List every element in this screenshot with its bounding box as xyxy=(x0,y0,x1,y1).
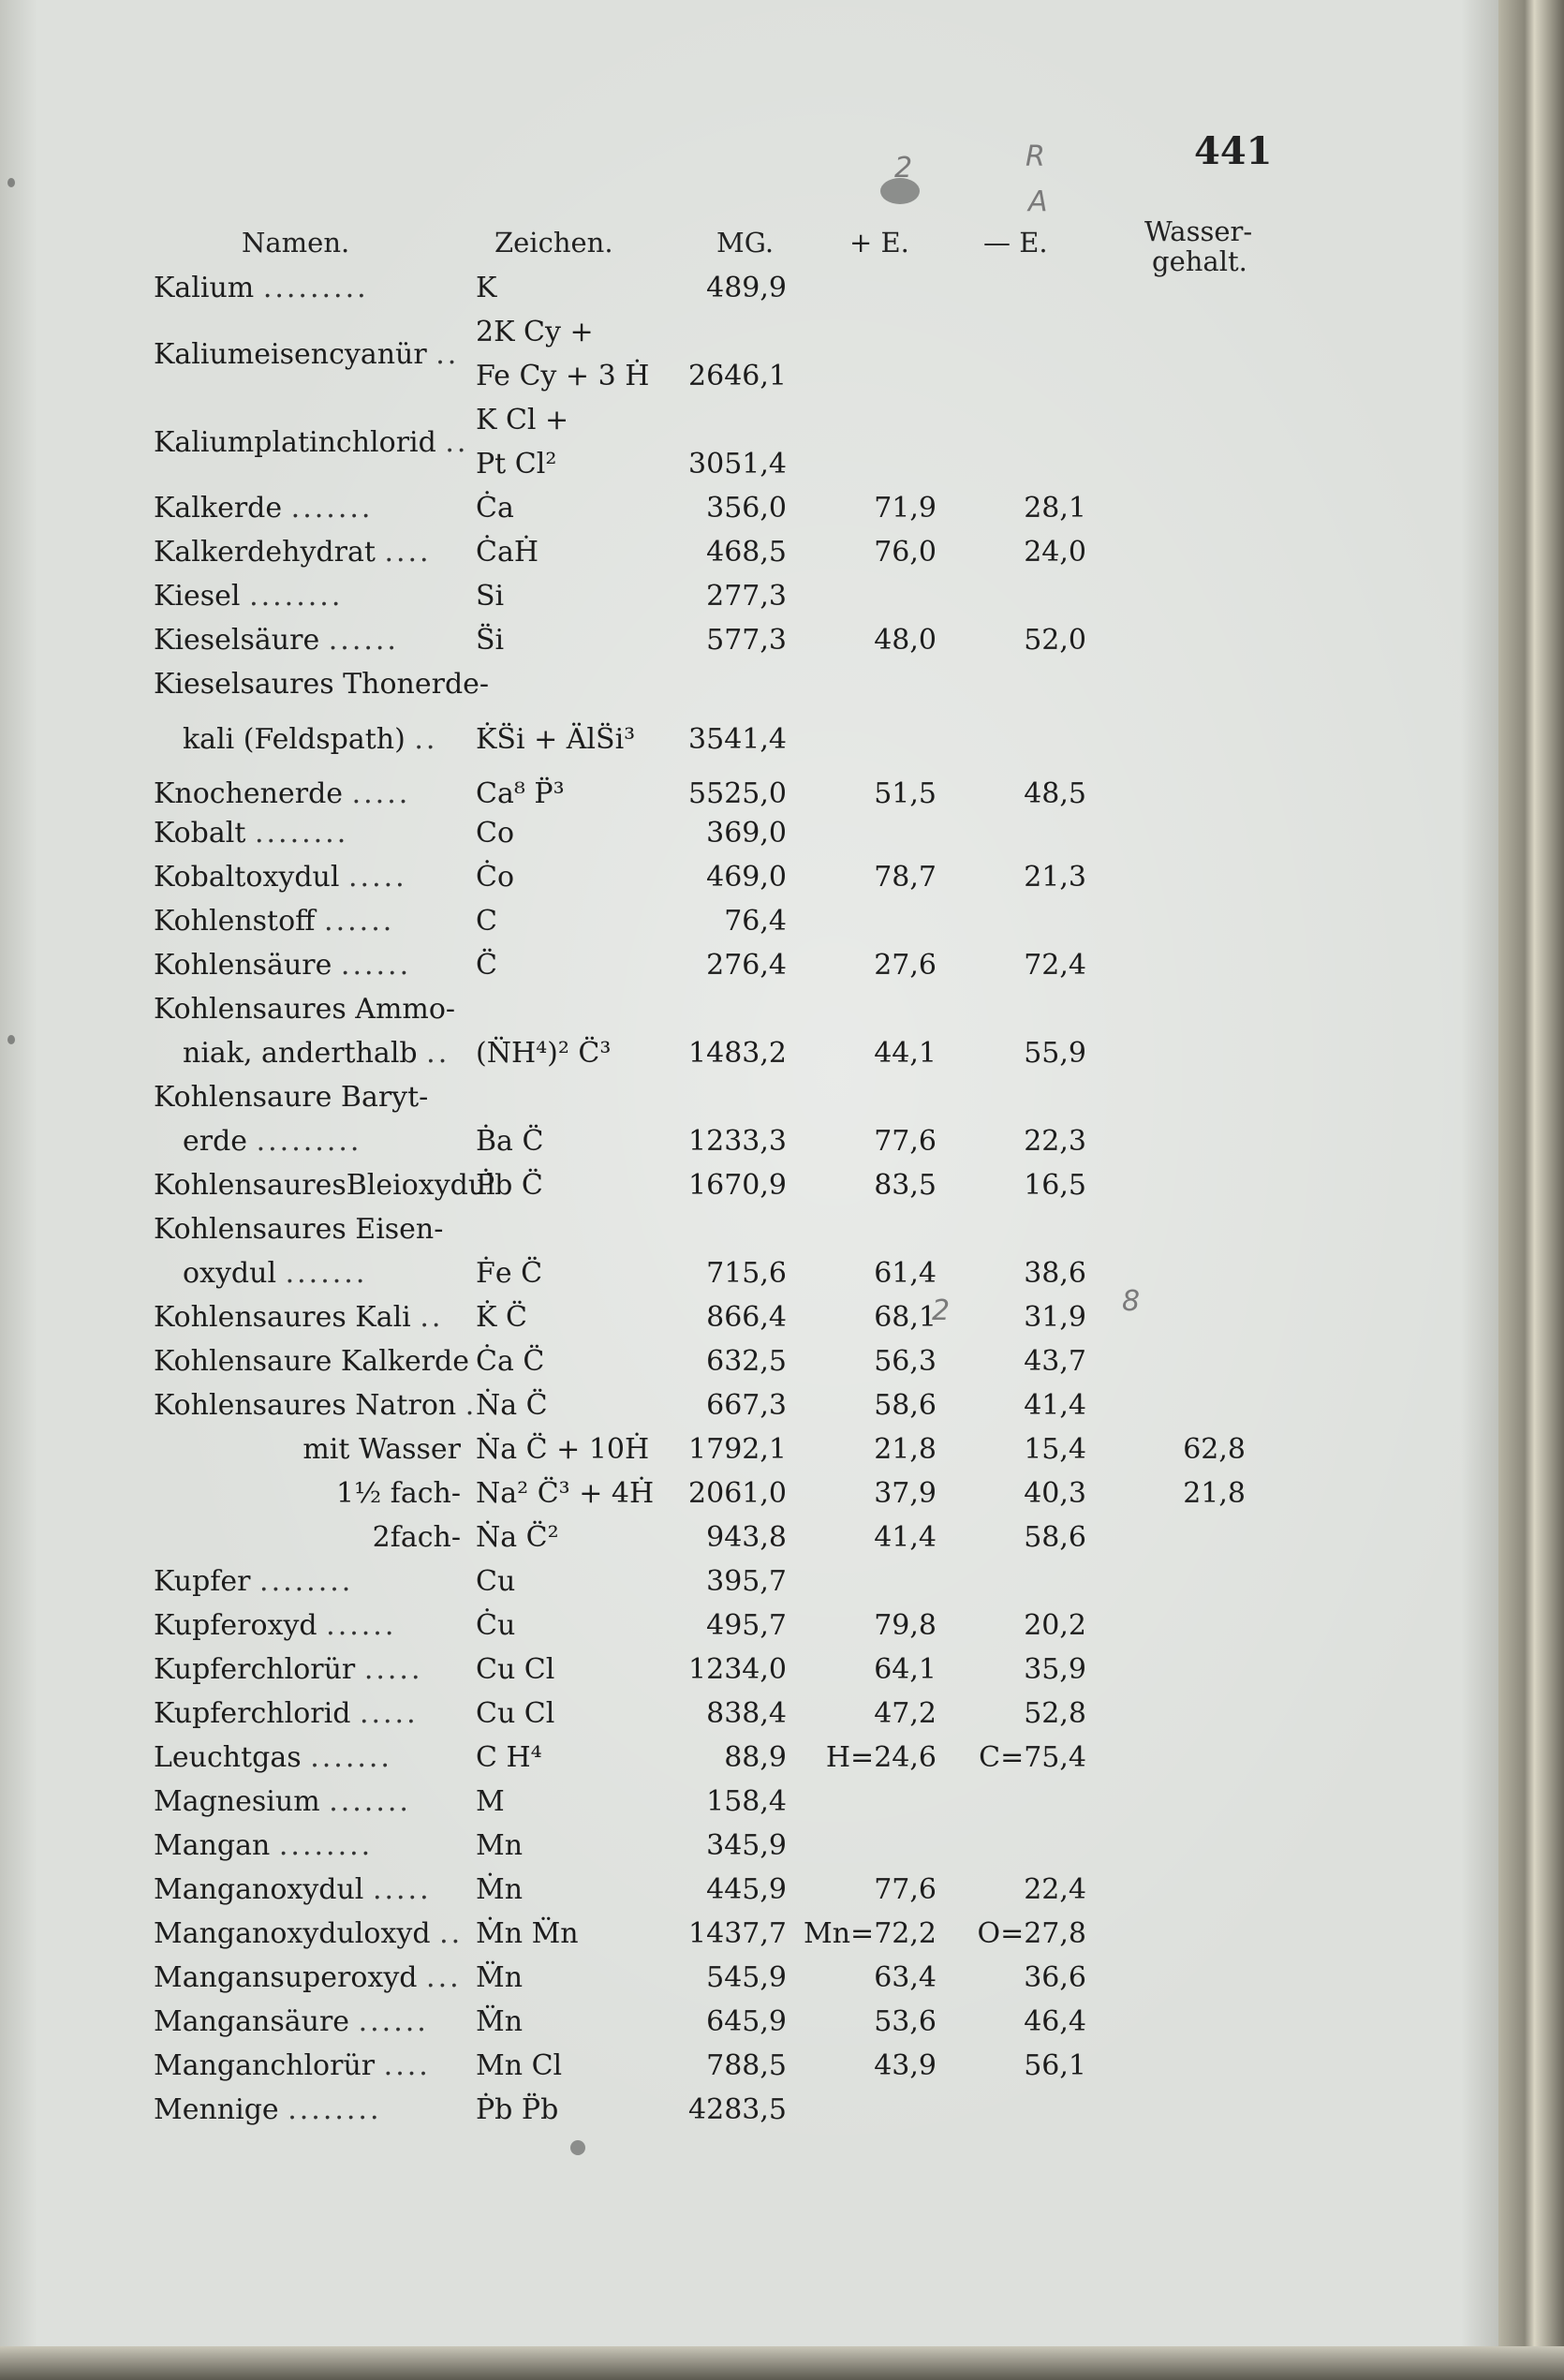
water-content: 21,8 xyxy=(1183,1477,1246,1510)
molecular-weight: 445,9 xyxy=(706,1873,787,1906)
compound-name: Kalium ......... xyxy=(154,272,369,304)
compound-name: Kohlensäure ...... xyxy=(154,949,412,982)
compound-formula: M̈n xyxy=(476,2005,524,2038)
molecular-weight: 667,3 xyxy=(706,1389,787,1422)
positive-element: 43,9 xyxy=(874,2049,937,2082)
negative-element: 36,6 xyxy=(1024,1961,1086,1994)
compound-name: kali (Feldspath) .. xyxy=(183,723,438,756)
compound-name: Kobaltoxydul ..... xyxy=(154,861,407,894)
negative-element: 38,6 xyxy=(1024,1257,1086,1290)
compound-name: Kohlensaures Eisen- xyxy=(154,1213,444,1246)
table-row xyxy=(0,1301,1498,1345)
table-row xyxy=(0,1873,1498,1917)
table-row xyxy=(0,580,1498,624)
compound-formula: Ṅa C̈ xyxy=(476,1389,548,1422)
compound-formula: K̇ C̈ xyxy=(476,1301,527,1334)
compound-formula: Cu Cl xyxy=(476,1653,555,1686)
positive-element: 53,6 xyxy=(874,2005,937,2038)
compound-name: Kieselsäure ...... xyxy=(154,624,399,657)
table-row xyxy=(0,1169,1498,1213)
compound-name: niak, anderthalb .. xyxy=(183,1037,450,1070)
compound-name: Mennige ........ xyxy=(154,2093,382,2126)
positive-element: 68,1 xyxy=(874,1301,937,1334)
table-row xyxy=(0,905,1498,949)
positive-element: 77,6 xyxy=(874,1873,937,1906)
negative-element: 21,3 xyxy=(1024,861,1086,894)
molecular-weight: 1483,2 xyxy=(688,1037,787,1070)
table-row xyxy=(0,536,1498,580)
compound-formula: Ḟe C̈ xyxy=(476,1257,543,1290)
positive-element: 77,6 xyxy=(874,1125,937,1158)
book-spine-edge xyxy=(1498,0,1564,2380)
compound-formula: C xyxy=(476,905,497,938)
compound-name: 1½ fach- xyxy=(336,1477,461,1510)
molecular-weight: 866,4 xyxy=(706,1301,787,1334)
compound-name: Kohlensaures Ammo- xyxy=(154,993,456,1026)
compound-formula: S̈i xyxy=(476,624,505,657)
molecular-weight: 1792,1 xyxy=(688,1433,787,1466)
compound-formula: Ṅa C̈² xyxy=(476,1521,559,1554)
negative-element: 58,6 xyxy=(1024,1521,1086,1554)
negative-element: 72,4 xyxy=(1024,949,1086,982)
compound-table xyxy=(0,272,1498,2137)
molecular-weight: 1233,3 xyxy=(688,1125,787,1158)
positive-element: 76,0 xyxy=(874,536,937,569)
table-row xyxy=(0,1213,1498,1257)
compound-name: Knochenerde ..... xyxy=(154,777,411,810)
negative-element: 41,4 xyxy=(1024,1389,1086,1422)
compound-formula: Mn Cl xyxy=(476,2049,563,2082)
compound-formula: Ṗb P̈b xyxy=(476,2093,559,2126)
compound-formula: Cu xyxy=(476,1565,516,1598)
compound-name: Kaliumeisencyanür .. xyxy=(154,338,460,371)
negative-element: 31,9 xyxy=(1024,1301,1086,1334)
molecular-weight: 788,5 xyxy=(706,2049,787,2082)
compound-formula: Ċu xyxy=(476,1609,516,1642)
table-row xyxy=(0,1521,1498,1565)
molecular-weight: 632,5 xyxy=(706,1345,787,1378)
molecular-weight: 1437,7 xyxy=(688,1917,787,1950)
molecular-weight: 4283,5 xyxy=(688,2093,787,2126)
compound-formula: (N̈H⁴)² C̈³ xyxy=(476,1037,612,1070)
molecular-weight: 545,9 xyxy=(706,1961,787,1994)
molecular-weight: 76,4 xyxy=(724,905,787,938)
compound-formula: Co xyxy=(476,817,515,850)
negative-element: C=75,4 xyxy=(979,1741,1086,1774)
positive-element: 47,2 xyxy=(874,1697,937,1730)
negative-element: 28,1 xyxy=(1024,492,1086,525)
molecular-weight: 943,8 xyxy=(706,1521,787,1554)
negative-element: 43,7 xyxy=(1024,1345,1086,1378)
molecular-weight: 88,9 xyxy=(724,1741,787,1774)
positive-element: 83,5 xyxy=(874,1169,937,1202)
molecular-weight: 1234,0 xyxy=(688,1653,787,1686)
table-row xyxy=(0,1433,1498,1477)
compound-name: Magnesium ....... xyxy=(154,1785,411,1818)
water-content: 62,8 xyxy=(1183,1433,1246,1466)
molecular-weight: 645,9 xyxy=(706,2005,787,2038)
table-row xyxy=(0,1477,1498,1521)
table-row xyxy=(0,272,1498,316)
molecular-weight: 2061,0 xyxy=(688,1477,787,1510)
compound-formula: Na² C̈³ + 4Ḣ xyxy=(476,1477,655,1510)
compound-formula: Ṅa C̈ + 10Ḣ xyxy=(476,1433,650,1466)
compound-formula: C H⁴ xyxy=(476,1741,542,1774)
compound-formula: K Cl + xyxy=(476,404,569,436)
molecular-weight: 838,4 xyxy=(706,1697,787,1730)
table-row xyxy=(0,1609,1498,1653)
header-plus-e: + E. xyxy=(849,227,909,259)
compound-formula: K̇S̈i + ÄlS̈i³ xyxy=(476,723,636,756)
compound-name: Manganchlorür .... xyxy=(154,2049,431,2082)
positive-element: 79,8 xyxy=(874,1609,937,1642)
compound-formula: Mn xyxy=(476,1829,524,1862)
table-row xyxy=(0,768,1498,817)
molecular-weight: 495,7 xyxy=(706,1609,787,1642)
positive-element: 51,5 xyxy=(874,777,937,810)
positive-element: 63,4 xyxy=(874,1961,937,1994)
compound-formula: Si xyxy=(476,580,505,613)
compound-name: Manganoxyduloxyd .. xyxy=(154,1917,464,1950)
compound-name: oxydul ....... xyxy=(183,1257,368,1290)
table-row xyxy=(0,2049,1498,2093)
table-row xyxy=(0,316,1498,404)
compound-name: mit Wasser xyxy=(302,1433,461,1466)
compound-name: Kohlenstoff ...... xyxy=(154,905,395,938)
table-row xyxy=(0,1345,1498,1389)
molecular-weight: 369,0 xyxy=(706,817,787,850)
molecular-weight: 715,6 xyxy=(706,1257,787,1290)
compound-name: Kupferoxyd ...... xyxy=(154,1609,397,1642)
compound-name: Kiesel ........ xyxy=(154,580,344,613)
negative-element: 24,0 xyxy=(1024,536,1086,569)
compound-name: Kupfer ........ xyxy=(154,1565,354,1598)
ink-stain xyxy=(880,178,920,204)
table-row xyxy=(0,817,1498,861)
compound-formula: M xyxy=(476,1785,505,1818)
negative-element: O=27,8 xyxy=(977,1917,1086,1950)
header-water-2: gehalt. xyxy=(1152,245,1247,277)
molecular-weight: 1670,9 xyxy=(688,1169,787,1202)
handwritten-note: 2 xyxy=(932,1294,951,1327)
compound-formula: Ḃa C̈ xyxy=(476,1125,544,1158)
compound-formula: ĊaḢ xyxy=(476,536,539,569)
positive-element: H=24,6 xyxy=(825,1741,937,1774)
compound-name: Kieselsaures Thonerde- xyxy=(154,668,490,701)
molecular-weight: 395,7 xyxy=(706,1565,787,1598)
negative-element: 52,0 xyxy=(1024,624,1086,657)
positive-element: Mn=72,2 xyxy=(804,1917,937,1950)
table-row xyxy=(0,668,1498,712)
molecular-weight: 277,3 xyxy=(706,580,787,613)
table-row xyxy=(0,1653,1498,1697)
handwritten-note: A xyxy=(1028,185,1048,218)
table-row xyxy=(0,492,1498,536)
header-minus-e: — E. xyxy=(983,227,1048,259)
table-row xyxy=(0,1037,1498,1081)
compound-formula: Ċa xyxy=(476,492,514,525)
molecular-weight: 3541,4 xyxy=(688,723,787,756)
negative-element: 20,2 xyxy=(1024,1609,1086,1642)
positive-element: 41,4 xyxy=(874,1521,937,1554)
compound-name: Kohlensaure Baryt- xyxy=(154,1081,429,1114)
molecular-weight: 3051,4 xyxy=(688,448,787,480)
compound-name: Kohlensaure Kalkerde xyxy=(154,1345,470,1378)
table-row xyxy=(0,624,1498,668)
positive-element: 21,8 xyxy=(874,1433,937,1466)
compound-name: Kalkerde ....... xyxy=(154,492,374,525)
compound-formula-line2: Fe Cy + 3 Ḣ xyxy=(476,360,650,392)
molecular-weight: 356,0 xyxy=(706,492,787,525)
positive-element: 64,1 xyxy=(874,1653,937,1686)
table-row xyxy=(0,2005,1498,2049)
negative-element: 48,5 xyxy=(1024,777,1086,810)
compound-name: Mangan ........ xyxy=(154,1829,374,1862)
positive-element: 48,0 xyxy=(874,624,937,657)
compound-name: erde ......... xyxy=(183,1125,362,1158)
page-number: 441 xyxy=(1194,129,1273,173)
ink-stain xyxy=(570,2140,585,2155)
table-row xyxy=(0,861,1498,905)
compound-formula: Cu Cl xyxy=(476,1697,555,1730)
positive-element: 58,6 xyxy=(874,1389,937,1422)
compound-formula-line2: Pt Cl² xyxy=(476,448,557,480)
negative-element: 22,4 xyxy=(1024,1873,1086,1906)
compound-name: Kobalt ........ xyxy=(154,817,349,850)
table-row xyxy=(0,1257,1498,1301)
molecular-weight: 489,9 xyxy=(706,272,787,304)
compound-formula: M̈n xyxy=(476,1961,524,1994)
table-row xyxy=(0,1697,1498,1741)
molecular-weight: 2646,1 xyxy=(688,360,787,392)
compound-formula: Ṁn xyxy=(476,1873,524,1906)
table-row xyxy=(0,404,1498,492)
molecular-weight: 276,4 xyxy=(706,949,787,982)
compound-formula: 2K Cy + xyxy=(476,316,594,348)
compound-name: 2fach- xyxy=(372,1521,461,1554)
handwritten-note: 2 xyxy=(894,152,913,185)
table-row xyxy=(0,1829,1498,1873)
table-row xyxy=(0,2093,1498,2137)
negative-element: 52,8 xyxy=(1024,1697,1086,1730)
molecular-weight: 345,9 xyxy=(706,1829,787,1862)
table-row xyxy=(0,1081,1498,1125)
header-sign: Zeichen. xyxy=(494,227,613,259)
negative-element: 56,1 xyxy=(1024,2049,1086,2082)
molecular-weight: 158,4 xyxy=(706,1785,787,1818)
compound-name: Kohlensaures Natron . xyxy=(154,1389,478,1422)
molecular-weight: 469,0 xyxy=(706,861,787,894)
table-row xyxy=(0,1389,1498,1433)
table-row xyxy=(0,1741,1498,1785)
table-row xyxy=(0,993,1498,1037)
molecular-weight: 577,3 xyxy=(706,624,787,657)
compound-name: Kupferchlorid ..... xyxy=(154,1697,419,1730)
compound-name: Manganoxydul ..... xyxy=(154,1873,432,1906)
molecular-weight: 468,5 xyxy=(706,536,787,569)
compound-name: KohlensauresBleioxydul xyxy=(154,1169,495,1202)
positive-element: 56,3 xyxy=(874,1345,937,1378)
header-names: Namen. xyxy=(242,227,350,259)
table-row xyxy=(0,712,1498,768)
ink-stain xyxy=(7,178,15,187)
positive-element: 78,7 xyxy=(874,861,937,894)
table-row xyxy=(0,1565,1498,1609)
table-row xyxy=(0,1917,1498,1961)
page-bottom-edge xyxy=(0,2346,1564,2380)
negative-element: 22,3 xyxy=(1024,1125,1086,1158)
compound-formula: Ṗb C̈ xyxy=(476,1169,543,1202)
compound-name: Kohlensaures Kali .. xyxy=(154,1301,444,1334)
molecular-weight: 5525,0 xyxy=(688,777,787,810)
positive-element: 71,9 xyxy=(874,492,937,525)
negative-element: 15,4 xyxy=(1024,1433,1086,1466)
negative-element: 55,9 xyxy=(1024,1037,1086,1070)
negative-element: 46,4 xyxy=(1024,2005,1086,2038)
compound-formula: C̈ xyxy=(476,949,497,982)
negative-element: 16,5 xyxy=(1024,1169,1086,1202)
table-row xyxy=(0,1961,1498,2005)
negative-element: 35,9 xyxy=(1024,1653,1086,1686)
compound-name: Kupferchlorür ..... xyxy=(154,1653,423,1686)
table-row xyxy=(0,1125,1498,1169)
positive-element: 27,6 xyxy=(874,949,937,982)
positive-element: 61,4 xyxy=(874,1257,937,1290)
compound-name: Leuchtgas ....... xyxy=(154,1741,392,1774)
compound-name: Kaliumplatinchlorid .. xyxy=(154,426,469,459)
header-mg: MG. xyxy=(716,227,775,259)
positive-element: 44,1 xyxy=(874,1037,937,1070)
compound-formula: Ċa C̈ xyxy=(476,1345,545,1378)
positive-element: 37,9 xyxy=(874,1477,937,1510)
compound-name: Kalkerdehydrat .... xyxy=(154,536,432,569)
header-water-1: Wasser- xyxy=(1144,215,1253,247)
compound-formula: Ṁn M̈n xyxy=(476,1917,579,1950)
compound-formula: Ca⁸ P̈³ xyxy=(476,777,565,810)
compound-name: Mangansuperoxyd ... xyxy=(154,1961,462,1994)
compound-formula: K xyxy=(476,272,497,304)
compound-name: Mangansäure ...... xyxy=(154,2005,429,2038)
negative-element: 40,3 xyxy=(1024,1477,1086,1510)
compound-formula: Ċo xyxy=(476,861,515,894)
handwritten-note: R xyxy=(1025,140,1045,173)
handwritten-note: 8 xyxy=(1122,1285,1141,1318)
table-row xyxy=(0,1785,1498,1829)
table-row xyxy=(0,949,1498,993)
